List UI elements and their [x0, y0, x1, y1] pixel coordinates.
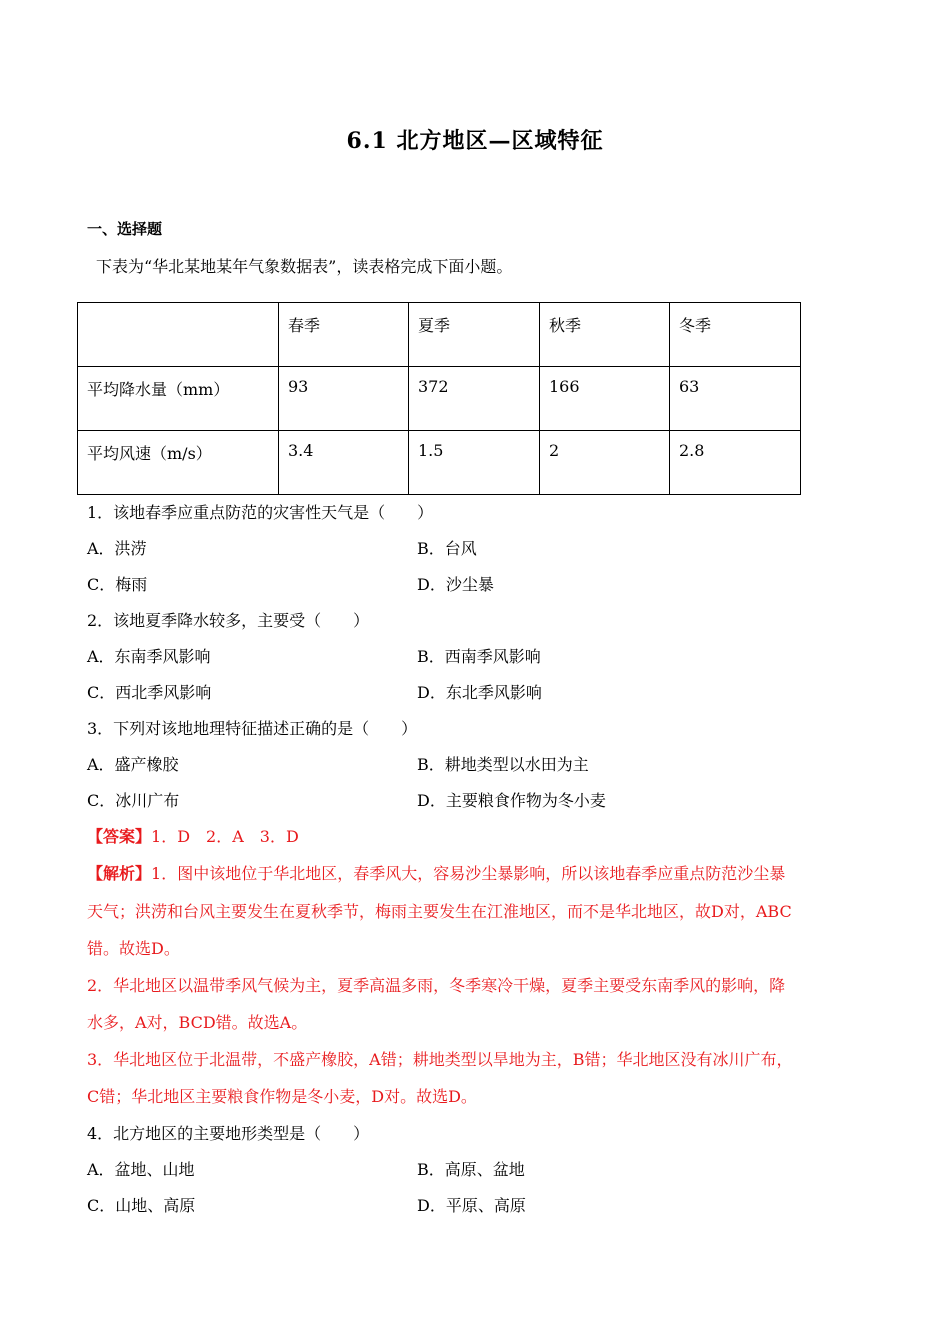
weather-table: [77, 302, 801, 495]
question-3-stem: 3．下列对该地地理特征描述正确的是（ ）: [87, 719, 418, 738]
table-cell: 平均风速（m/s）: [78, 431, 279, 495]
analysis-line: [87, 861, 785, 884]
question-1-stem: 1．该地春季应重点防范的灾害性天气是（ ）: [87, 503, 434, 522]
analysis-line: 2．华北地区以温带季风气候为主，夏季高温多雨，冬季寒冷干燥，夏季主要受东南季风的影响，降: [87, 976, 786, 995]
table-cell: [78, 303, 279, 367]
q4-option-b: B．高原、盆地: [417, 1160, 525, 1179]
q4-option-a: A．盆地、山地: [87, 1160, 195, 1179]
q2-option-d: D．东北季风影响: [417, 683, 542, 702]
question-4-stem: 4．北方地区的主要地形类型是（ ）: [87, 1124, 370, 1143]
analysis-line: 天气；洪涝和台风主要发生在夏秋季节，梅雨主要发生在江淮地区，而不是华北地区，故D对，ABC: [87, 902, 792, 921]
q4-option-c: C．山地、高原: [87, 1196, 196, 1215]
analysis-line: C错；华北地区主要粮食作物是冬小麦，D对。故选D。: [87, 1087, 477, 1106]
table-cell: 2.8: [670, 431, 801, 495]
q3-option-b: B．耕地类型以水田为主: [417, 755, 589, 774]
page-title: 6.1 北方地区—区域特征: [346, 128, 604, 154]
section-heading: 一、选择题: [87, 220, 163, 238]
q1-option-c: C．梅雨: [87, 575, 148, 594]
table-row: [78, 367, 801, 431]
answer-text: 1．D 2．A 3．D: [151, 827, 299, 846]
answer-line: [87, 824, 299, 847]
q4-option-d: D．平原、高原: [417, 1196, 526, 1215]
analysis-line: 3．华北地区位于北温带，不盛产橡胶，A错；耕地类型以旱地为主，B错；华北地区没有冰川广布，: [87, 1050, 793, 1069]
table-cell: 春季: [279, 303, 409, 367]
q1-option-b: B．台风: [417, 539, 477, 558]
q1-option-d: D．沙尘暴: [417, 575, 494, 594]
table-cell: 166: [540, 367, 670, 431]
table-cell: 夏季: [409, 303, 540, 367]
table-cell: 372: [409, 367, 540, 431]
question-2-stem: 2．该地夏季降水较多，主要受（ ）: [87, 611, 370, 630]
intro-text: 下表为“华北某地某年气象数据表”，读表格完成下面小题。: [96, 257, 513, 276]
table-cell: 93: [279, 367, 409, 431]
q2-option-b: B．西南季风影响: [417, 647, 541, 666]
analysis-text: 1．图中该地位于华北地区，春季风大，容易沙尘暴影响，所以该地春季应重点防范沙尘暴: [151, 864, 786, 883]
table-cell: 2: [540, 431, 670, 495]
table-cell: 秋季: [540, 303, 670, 367]
q1-option-a: A．洪涝: [87, 539, 147, 558]
q3-option-c: C．冰川广布: [87, 791, 180, 810]
table-row: [78, 431, 801, 495]
q2-option-c: C．西北季风影响: [87, 683, 212, 702]
analysis-label: 【解析】: [87, 864, 152, 883]
table-cell: 冬季: [670, 303, 801, 367]
q3-option-d: D．主要粮食作物为冬小麦: [417, 791, 606, 810]
table-cell: 3.4: [279, 431, 409, 495]
table-cell: 63: [670, 367, 801, 431]
q2-option-a: A．东南季风影响: [87, 647, 211, 666]
table-cell: 1.5: [409, 431, 540, 495]
analysis-line: 水多，A对，BCD错。故选A。: [87, 1013, 308, 1032]
q3-option-a: A．盛产橡胶: [87, 755, 179, 774]
analysis-line: 错。故选D。: [87, 939, 180, 958]
table-header-row: [78, 303, 801, 367]
table-cell: 平均降水量（mm）: [78, 367, 279, 431]
answer-label: 【答案】: [87, 827, 152, 846]
